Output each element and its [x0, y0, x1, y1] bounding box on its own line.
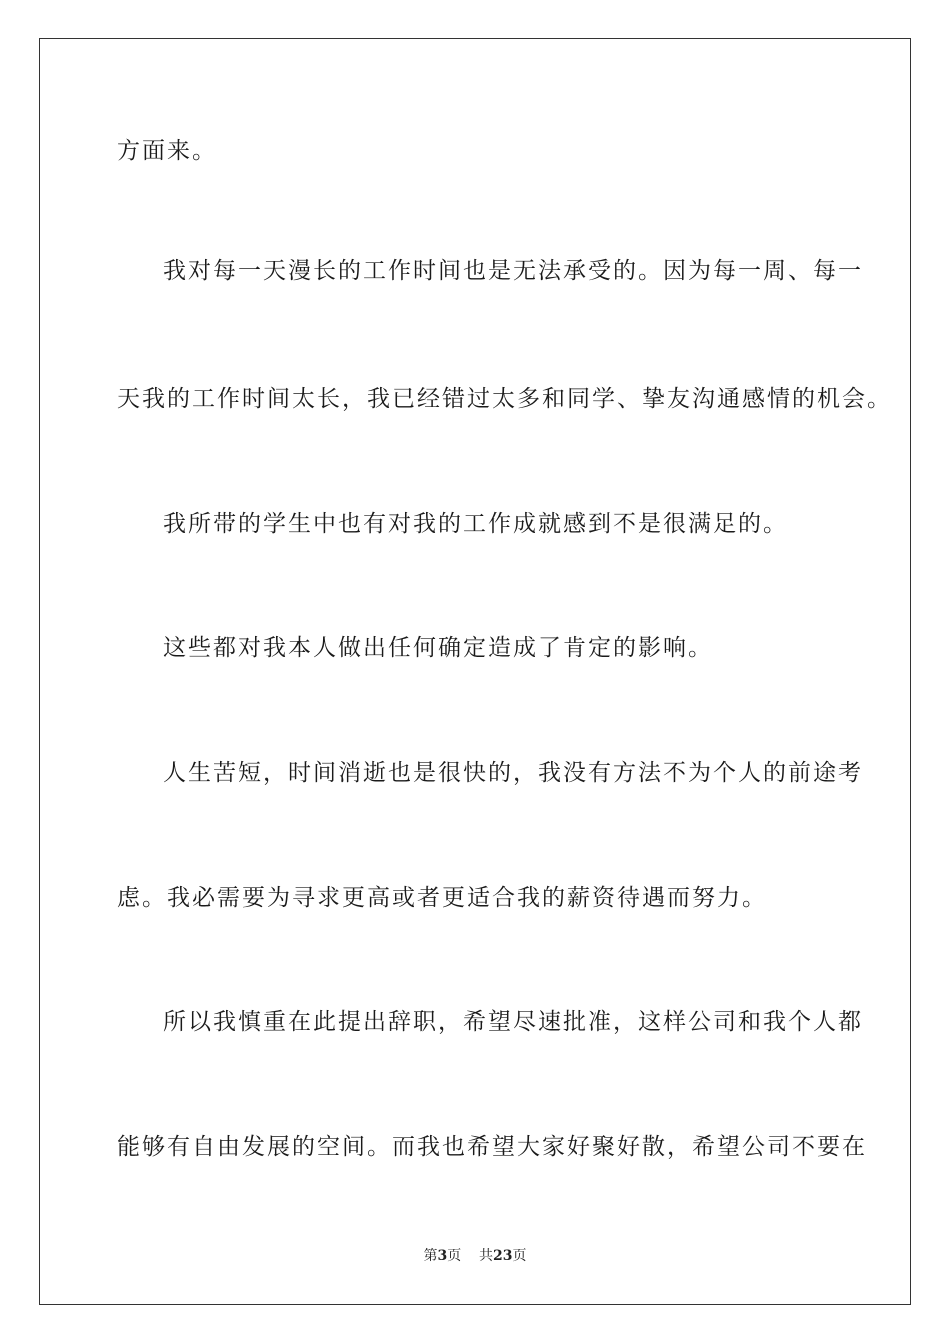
page-border: [39, 38, 911, 1305]
page-footer: [0, 1246, 950, 1266]
text-line: 天我的工作时间太长，我已经错过太多和同学、挚友沟通感情的机会。: [117, 386, 892, 412]
paragraph-line: 这些都对我本人做出任何确定造成了肯定的影响。: [163, 635, 713, 661]
page-label-suffix: 页: [447, 1248, 462, 1264]
page-label-prefix: 第: [423, 1248, 438, 1264]
paragraph-line: 我所带的学生中也有对我的工作成就感到不是很满足的。: [163, 511, 788, 537]
page-number: 3: [437, 1248, 448, 1264]
paragraph-line: 我对每一天漫长的工作时间也是无法承受的。因为每一周、每一: [163, 258, 863, 284]
total-pages: 23: [493, 1248, 513, 1264]
paragraph-line: 人生苦短，时间消逝也是很快的，我没有方法不为个人的前途考: [163, 760, 863, 786]
total-label-suffix: 页: [512, 1248, 527, 1264]
total-label-prefix: 共: [479, 1248, 494, 1264]
paragraph-line: 所以我慎重在此提出辞职，希望尽速批准，这样公司和我个人都: [163, 1009, 863, 1035]
text-line: 虑。我必需要为寻求更高或者更适合我的薪资待遇而努力。: [117, 885, 767, 911]
text-line: 方面来。: [117, 138, 217, 164]
text-line: 能够有自由发展的空间。而我也希望大家好聚好散，希望公司不要在: [117, 1134, 867, 1160]
